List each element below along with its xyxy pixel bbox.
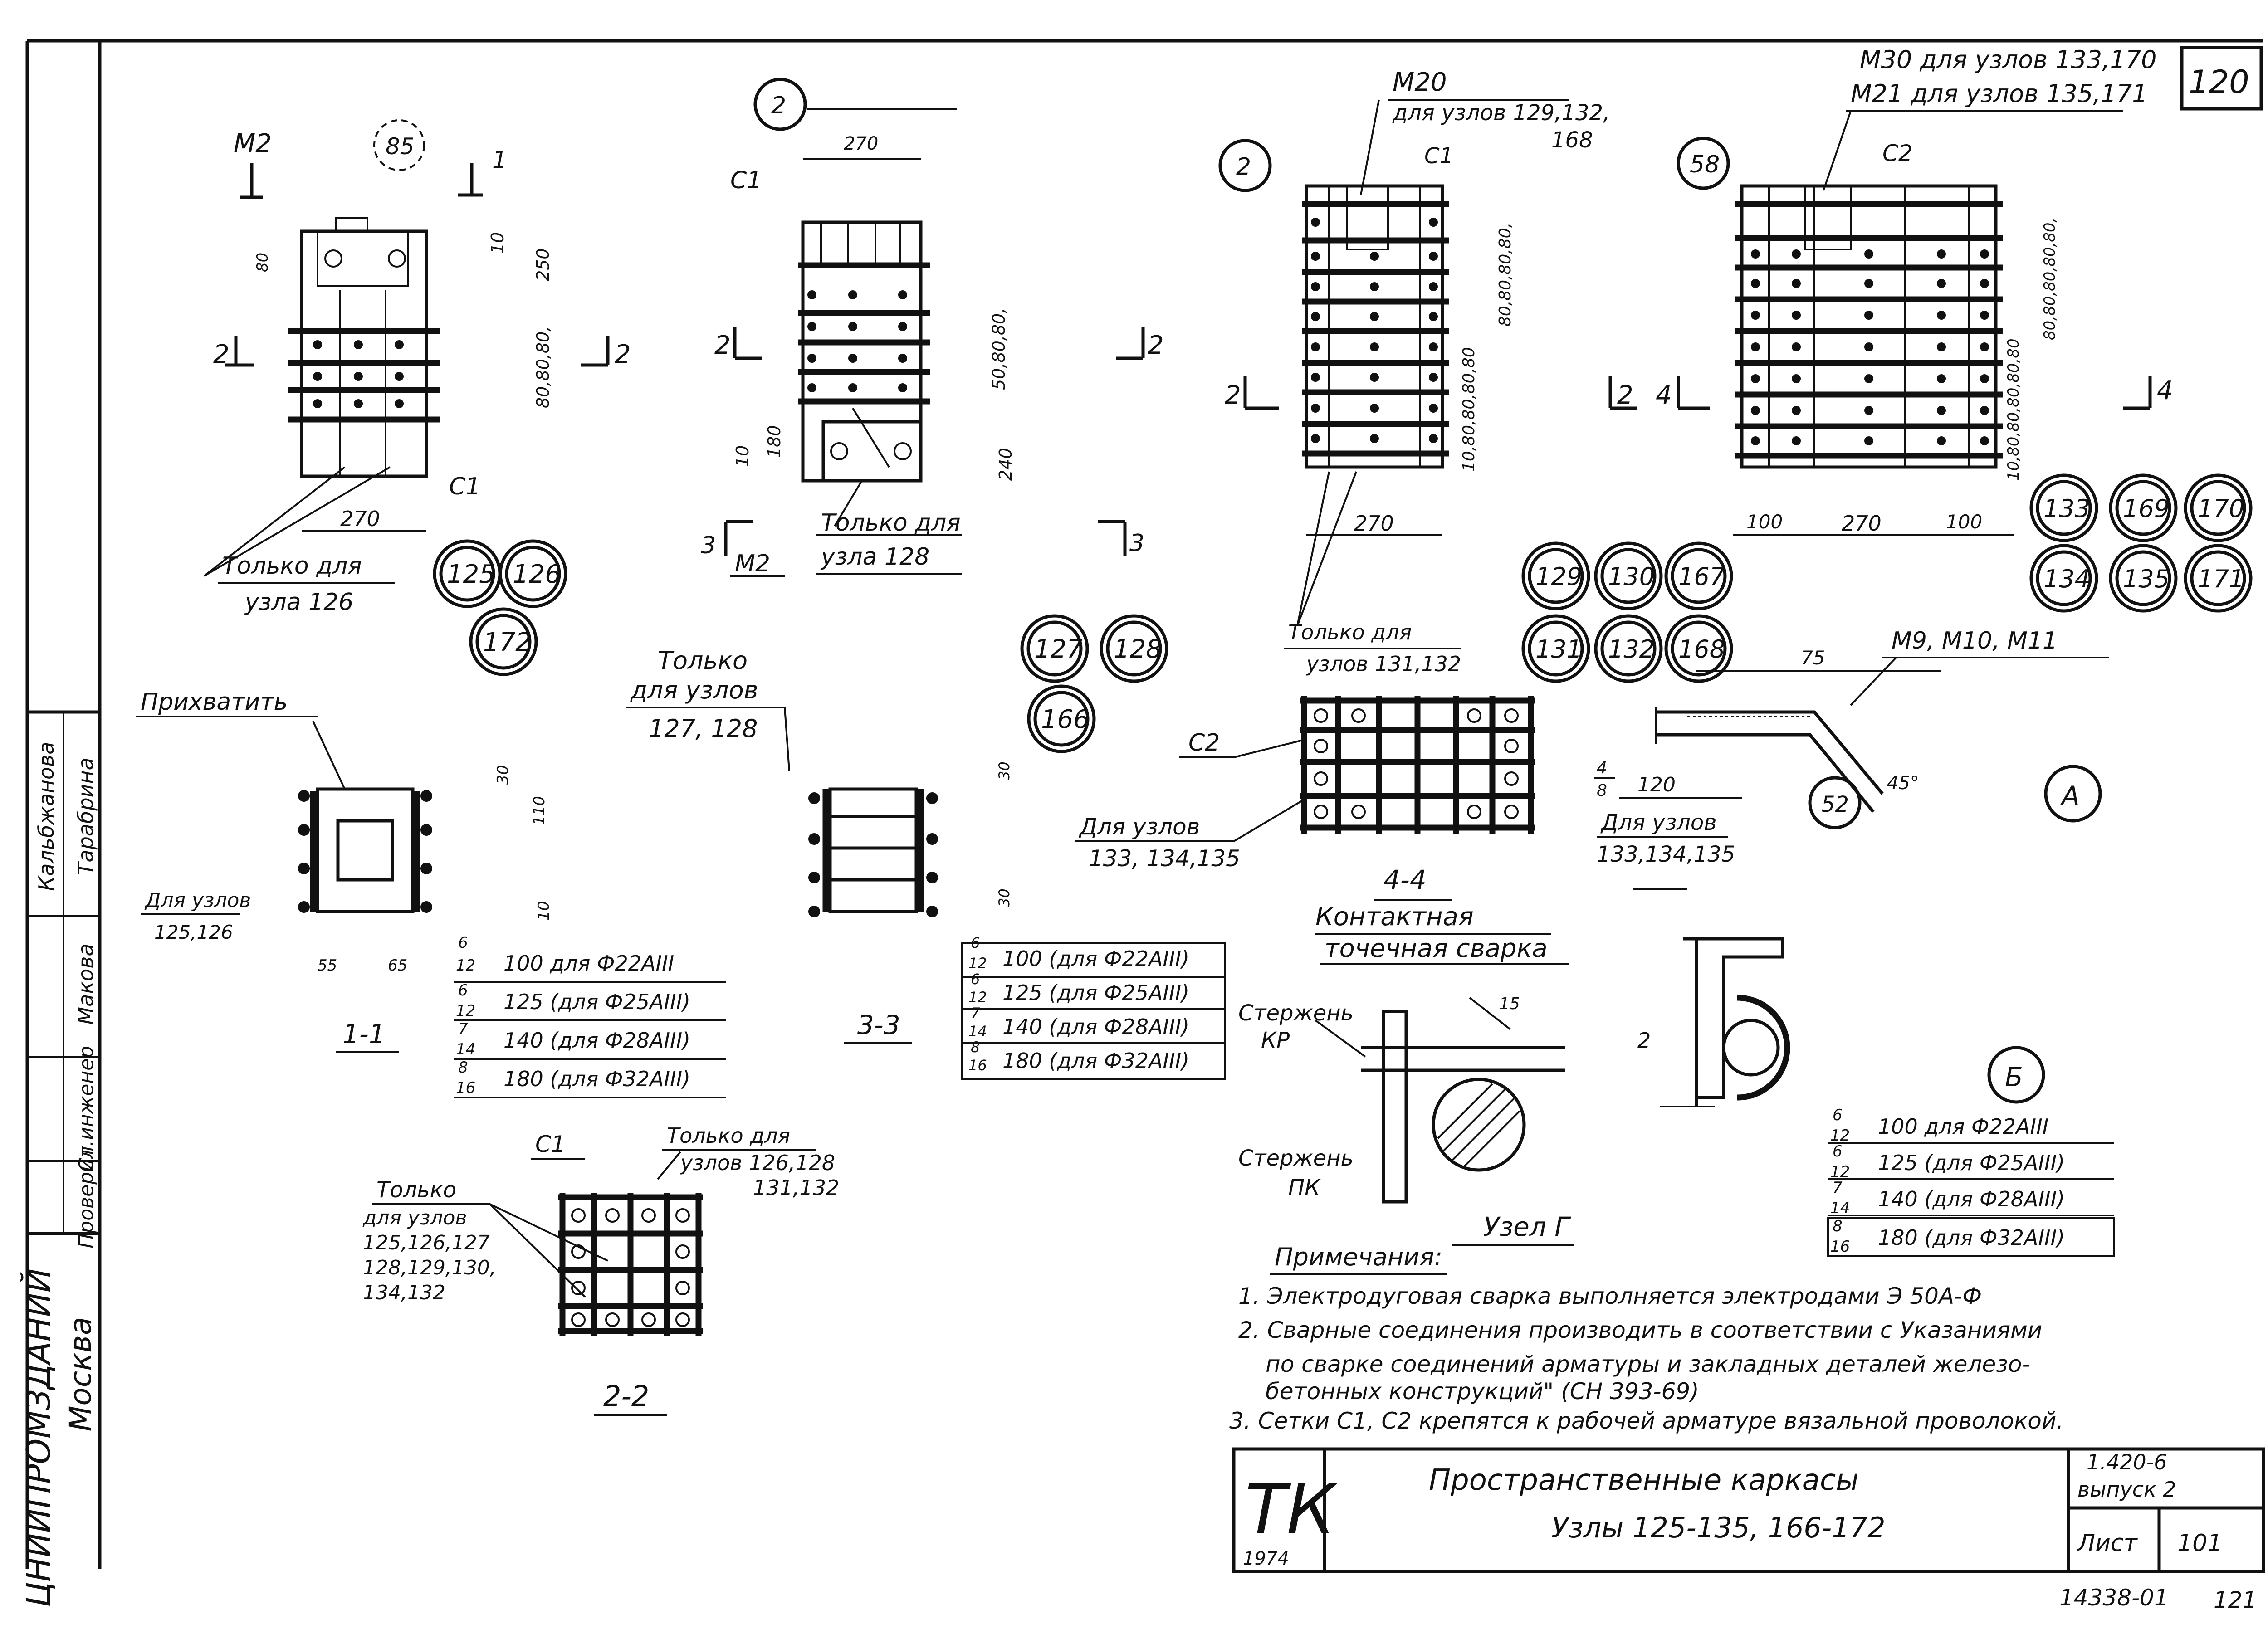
node-129: 129 bbox=[1535, 562, 1583, 591]
st3-row-2: 125 (для Ф25АIII) bbox=[1878, 1151, 2065, 1175]
view-d-dim-100-left: 100 bbox=[1746, 511, 1783, 533]
node-172: 172 bbox=[483, 628, 532, 657]
node-130: 130 bbox=[1608, 562, 1655, 591]
notes-line-5: 3. Сетки С1, С2 крепятся к рабочей арматуре вязальной проволокой. bbox=[1229, 1408, 2064, 1434]
view-a-ref: 85 bbox=[386, 133, 415, 160]
notes-heading: Примечания: bbox=[1275, 1243, 1443, 1271]
bottom-page: 121 bbox=[2214, 1587, 2257, 1613]
section-4-4-grid bbox=[1300, 696, 1535, 834]
detail-b-dim: 2 bbox=[1637, 1028, 1651, 1053]
view-b-bars bbox=[798, 265, 930, 401]
view-a-bars bbox=[288, 331, 440, 419]
view-d-bars bbox=[1735, 204, 2003, 456]
section-2-2-left-1: Только bbox=[376, 1177, 457, 1203]
m-detail-for-2: 133,134,135 bbox=[1597, 842, 1735, 867]
view-a-m-label: М2 bbox=[234, 129, 272, 158]
view-b-node-circles bbox=[1022, 616, 1167, 751]
weld-dim: 15 bbox=[1499, 995, 1520, 1013]
node-134: 134 bbox=[2043, 565, 2091, 593]
st1-row-3: 140 (для Ф28АIII) bbox=[503, 1028, 691, 1053]
st2-den-1: 12 bbox=[968, 955, 987, 972]
role-checker: Проверил bbox=[75, 1146, 98, 1249]
st3-den-1: 12 bbox=[1830, 1127, 1850, 1145]
view-c-cut-left: 2 bbox=[1225, 380, 1241, 410]
st1-den-3: 14 bbox=[456, 1040, 476, 1058]
view-b-dim-10: 10 bbox=[733, 445, 753, 467]
st1-num-2: 6 bbox=[458, 981, 468, 1000]
view-c-ref: 2 bbox=[1236, 153, 1251, 180]
section-4-4-for-1: Для узлов bbox=[1080, 814, 1200, 840]
title-sheet-number: 101 bbox=[2177, 1530, 2223, 1557]
section-3-3-label: 3-3 bbox=[857, 1010, 900, 1040]
view-c-note-2: узлов 131,132 bbox=[1306, 652, 1461, 676]
view-c-node-circles bbox=[1523, 543, 1731, 681]
left-strip bbox=[20, 712, 100, 1607]
st1-den-2: 12 bbox=[456, 1002, 476, 1020]
view-b bbox=[701, 79, 1167, 751]
weld-detail bbox=[1238, 902, 1574, 1245]
name-tarabrina: Тарабрина bbox=[73, 757, 98, 875]
view-d-dim-right: 10,80,80,80,80,80 bbox=[2004, 338, 2023, 481]
view-a-cut2-left: 2 bbox=[213, 340, 230, 369]
node-168: 168 bbox=[1678, 635, 1725, 663]
view-d-m-line2: М21 для узлов 135,171 bbox=[1851, 79, 2148, 108]
grab-for-nodes-2: 125,126 bbox=[154, 921, 233, 943]
st2-num-2: 6 bbox=[971, 971, 980, 988]
notes-line-4: бетонных конструкций" (СН 393-69) bbox=[1266, 1378, 1699, 1405]
view-c-m-label: М20 bbox=[1393, 68, 1447, 97]
grab-dim-65: 65 bbox=[388, 956, 408, 975]
role-engineer: Ст.инженер bbox=[75, 1045, 98, 1172]
weld-title-2: точечная сварка bbox=[1325, 934, 1548, 963]
st2-den-4: 16 bbox=[968, 1057, 987, 1074]
st1-num-3: 7 bbox=[458, 1020, 468, 1038]
weld-node-label: Узел Г bbox=[1483, 1211, 1569, 1242]
notes-line-2: 2. Сварные соединения производить в соответствии с Указаниями bbox=[1238, 1317, 2043, 1343]
st1-row-1: 100 для Ф22АIII bbox=[503, 951, 675, 976]
view-c-dim-bottom: 270 bbox=[1354, 511, 1394, 536]
title-series: 1.420-6 bbox=[2087, 1450, 2167, 1474]
section-1-1-label: 1-1 bbox=[342, 1019, 386, 1049]
st3-row-1: 100 для Ф22АIII bbox=[1878, 1114, 2049, 1139]
only-127-128-l3: 127, 128 bbox=[649, 714, 758, 743]
node-127: 127 bbox=[1034, 634, 1083, 664]
section-2-2-label: 2-2 bbox=[603, 1380, 650, 1413]
view-a bbox=[204, 120, 631, 674]
bottom-code: 14338-01 bbox=[2059, 1585, 2169, 1611]
section-3-3-dim-top: 30 bbox=[996, 761, 1013, 780]
only-127-128-l2: для узлов bbox=[631, 676, 758, 704]
st2-num-3: 7 bbox=[971, 1005, 980, 1022]
grab-dim-110: 110 bbox=[530, 796, 548, 825]
view-b-dim-top: 270 bbox=[844, 133, 879, 154]
st3-num-1: 6 bbox=[1833, 1106, 1843, 1124]
view-a-note-2: узла 126 bbox=[245, 589, 354, 616]
grab-dim-30: 30 bbox=[494, 765, 512, 785]
st2-row-3: 140 (для Ф28АIII) bbox=[1002, 1015, 1190, 1039]
view-b-cut2-right: 2 bbox=[1148, 331, 1164, 360]
title-sheet-label: Лист bbox=[2077, 1530, 2137, 1557]
section-2-2-left-4: 128,129,130, bbox=[363, 1256, 496, 1279]
weld-title-1: Контактная bbox=[1315, 902, 1474, 932]
m-detail-frac-den: 8 bbox=[1597, 781, 1607, 800]
view-a-dim-top: 10 bbox=[488, 232, 508, 254]
section-4-4 bbox=[1075, 696, 1535, 900]
view-d-dim-100-right: 100 bbox=[1946, 511, 1983, 533]
node-132: 132 bbox=[1608, 635, 1655, 663]
view-d-ref: 58 bbox=[1690, 151, 1720, 178]
section-2-2-top-1: Только для bbox=[667, 1123, 791, 1148]
spacing-table-3 bbox=[1828, 1106, 2114, 1256]
view-d-dim-right-top: 80,80,80,80,80, bbox=[2041, 217, 2059, 340]
st2-num-4: 8 bbox=[971, 1039, 980, 1056]
m-detail-dim-bottom: 120 bbox=[1637, 773, 1676, 796]
org-name: ЦНИИПРОМЗДАНИЙ bbox=[20, 1268, 58, 1607]
view-d-dim-270: 270 bbox=[1842, 511, 1882, 536]
view-b-m-label: М2 bbox=[735, 550, 770, 577]
view-c-mesh: С1 bbox=[1424, 143, 1454, 169]
view-b-cut3-right: 3 bbox=[1129, 530, 1145, 557]
name-kalbzhanova: Кальбжанова bbox=[34, 741, 59, 891]
notes-line-3: по сварке соединений арматуры и закладных деталей железо- bbox=[1266, 1351, 2030, 1377]
node-128: 128 bbox=[1114, 634, 1162, 664]
st1-num-1: 6 bbox=[458, 934, 468, 952]
view-b-dim-right: 50,80,80, bbox=[989, 307, 1009, 390]
weld-pk-1: Стержень bbox=[1238, 1146, 1354, 1171]
st2-row-1: 100 (для Ф22АIII) bbox=[1002, 946, 1190, 971]
view-b-note-1: Только для bbox=[821, 509, 961, 537]
st1-den-1: 12 bbox=[456, 956, 476, 975]
node-133: 133 bbox=[2043, 494, 2091, 523]
view-b-dim-240: 240 bbox=[996, 448, 1016, 481]
st2-num-1: 6 bbox=[971, 934, 980, 951]
st2-row-4: 180 (для Ф32АIII) bbox=[1002, 1049, 1190, 1073]
section-4-4-mesh: С2 bbox=[1188, 729, 1220, 756]
view-a-cut2-right: 2 bbox=[615, 340, 631, 369]
node-171: 171 bbox=[2198, 565, 2245, 593]
spacing-table-2 bbox=[962, 934, 1225, 1079]
section-1-1 bbox=[136, 688, 553, 1052]
view-d-cut-left: 4 bbox=[1656, 380, 1672, 410]
st3-num-2: 6 bbox=[1833, 1142, 1843, 1161]
weld-pk-2: ПК bbox=[1288, 1175, 1320, 1200]
section-4-4-label: 4-4 bbox=[1383, 864, 1427, 895]
st2-den-3: 14 bbox=[968, 1023, 987, 1040]
view-c-dim-right: 10,80,80,80,80 bbox=[1460, 347, 1478, 472]
st3-row-4: 180 (для Ф32АIII) bbox=[1878, 1225, 2065, 1250]
section-2-2-grid bbox=[558, 1193, 703, 1336]
section-2-2-top-2: узлов 126,128 bbox=[680, 1151, 836, 1175]
view-a-dim-250: 250 bbox=[533, 248, 553, 281]
st3-num-4: 8 bbox=[1833, 1217, 1843, 1235]
view-a-mesh: С1 bbox=[449, 473, 481, 500]
view-b-cut3-left: 3 bbox=[701, 532, 716, 559]
m-detail-dim-top: 75 bbox=[1801, 647, 1825, 669]
section-2-2-left-3: 125,126,127 bbox=[363, 1231, 490, 1254]
weld-kr-1: Стержень bbox=[1238, 1000, 1354, 1026]
grab-dim-55: 55 bbox=[318, 956, 337, 975]
only-127-128 bbox=[626, 646, 789, 771]
m-detail-frac-num: 4 bbox=[1597, 759, 1607, 777]
section-2-2-left-5: 134,132 bbox=[363, 1281, 445, 1304]
m-detail-for-1: Для узлов bbox=[1601, 810, 1717, 835]
st1-row-2: 125 (для Ф25АIII) bbox=[503, 990, 691, 1014]
view-a-node-circles bbox=[435, 541, 566, 674]
st2-row-2: 125 (для Ф25АIII) bbox=[1002, 980, 1190, 1005]
node-166: 166 bbox=[1041, 705, 1090, 734]
grab-for-nodes-1: Для узлов bbox=[145, 889, 251, 912]
node-125: 125 bbox=[447, 560, 495, 589]
st3-row-3: 140 (для Ф28АIII) bbox=[1878, 1187, 2065, 1211]
st1-den-4: 16 bbox=[456, 1079, 476, 1097]
view-c-cut-right: 2 bbox=[1617, 380, 1633, 410]
m-detail-angle: 45° bbox=[1887, 773, 1919, 794]
node-135: 135 bbox=[2123, 565, 2170, 593]
view-c-bars bbox=[1302, 204, 1449, 454]
title-block bbox=[1234, 1449, 2263, 1571]
view-a-cut1: 1 bbox=[492, 146, 508, 174]
view-a-dim-80: 80,80,80, bbox=[533, 326, 553, 408]
view-c bbox=[1220, 68, 1731, 681]
st1-num-4: 8 bbox=[458, 1058, 468, 1077]
view-b-dim-180: 180 bbox=[764, 425, 784, 458]
node-167: 167 bbox=[1678, 562, 1725, 591]
st3-den-2: 12 bbox=[1830, 1163, 1850, 1181]
node-170: 170 bbox=[2198, 494, 2245, 523]
view-b-cut2-left: 2 bbox=[714, 331, 731, 360]
section-2-2-mesh: С1 bbox=[535, 1131, 566, 1157]
notes bbox=[1229, 1243, 2063, 1434]
view-d-mesh: С2 bbox=[1882, 140, 1913, 166]
view-c-m-note-1: для узлов 129,132, bbox=[1393, 100, 1610, 126]
view-d-node-circles bbox=[2031, 475, 2251, 611]
title-year: 1974 bbox=[1243, 1548, 1289, 1569]
st3-den-4: 16 bbox=[1830, 1238, 1850, 1256]
name-makova: Макова bbox=[73, 943, 98, 1025]
view-c-note-1: Только для bbox=[1288, 620, 1412, 644]
m-detail-letter: А bbox=[2062, 780, 2080, 811]
section-2-2-left-2: для узлов bbox=[363, 1206, 467, 1229]
title-issue: выпуск 2 bbox=[2077, 1477, 2176, 1502]
page-number: 120 bbox=[2189, 63, 2249, 101]
org-city: Москва bbox=[63, 1317, 98, 1432]
view-a-note-1: Только для bbox=[222, 552, 362, 580]
section-2-2-top-3: 131,132 bbox=[753, 1176, 840, 1200]
notes-line-1: 1. Электродуговая сварка выполняется электродами Э 50А-Ф bbox=[1238, 1283, 1982, 1309]
st2-den-2: 12 bbox=[968, 989, 987, 1006]
view-c-dim-right-top: 80,80,80,80, bbox=[1496, 222, 1515, 327]
st3-den-3: 14 bbox=[1830, 1199, 1850, 1217]
title-sub: Узлы 125-135, 166-172 bbox=[1551, 1511, 1886, 1544]
view-a-dim-bottom: 270 bbox=[340, 507, 380, 531]
weld-hatch bbox=[1438, 1084, 1520, 1168]
section-4-4-for-2: 133, 134,135 bbox=[1089, 845, 1240, 872]
section-3-3-dim-bottom: 30 bbox=[996, 888, 1013, 907]
view-b-note-2: узла 128 bbox=[821, 543, 930, 571]
title-logo: ТК bbox=[1245, 1470, 1335, 1549]
detail-b bbox=[1637, 939, 2043, 1107]
view-b-mesh: С1 bbox=[730, 167, 762, 194]
m-detail-label: М9, М10, М11 bbox=[1892, 627, 2058, 654]
grab-label: Прихватить bbox=[141, 688, 288, 716]
view-d bbox=[1656, 45, 2251, 611]
st1-row-4: 180 (для Ф32АIII) bbox=[503, 1067, 691, 1091]
node-126: 126 bbox=[513, 560, 561, 589]
st3-num-3: 7 bbox=[1833, 1179, 1843, 1197]
spacing-table-1 bbox=[454, 934, 726, 1097]
weld-kr-2: КР bbox=[1261, 1028, 1290, 1053]
detail-b-letter: Б bbox=[2005, 1062, 2023, 1093]
view-d-m-line1: М30 для узлов 133,170 bbox=[1860, 45, 2157, 74]
node-131: 131 bbox=[1535, 635, 1583, 663]
view-b-ref: 2 bbox=[771, 92, 787, 119]
title-main: Пространственные каркасы bbox=[1429, 1463, 1859, 1497]
only-127-128-l1: Только bbox=[658, 646, 748, 675]
view-c-m-note-2: 168 bbox=[1551, 127, 1593, 153]
view-a-dim-left: 80 bbox=[254, 252, 272, 272]
view-d-cut-right: 4 bbox=[2157, 376, 2173, 405]
section-2-2 bbox=[362, 1123, 839, 1415]
m-detail-ref: 52 bbox=[1821, 792, 1849, 817]
node-169: 169 bbox=[2123, 494, 2170, 523]
grab-dim-10: 10 bbox=[535, 901, 553, 921]
